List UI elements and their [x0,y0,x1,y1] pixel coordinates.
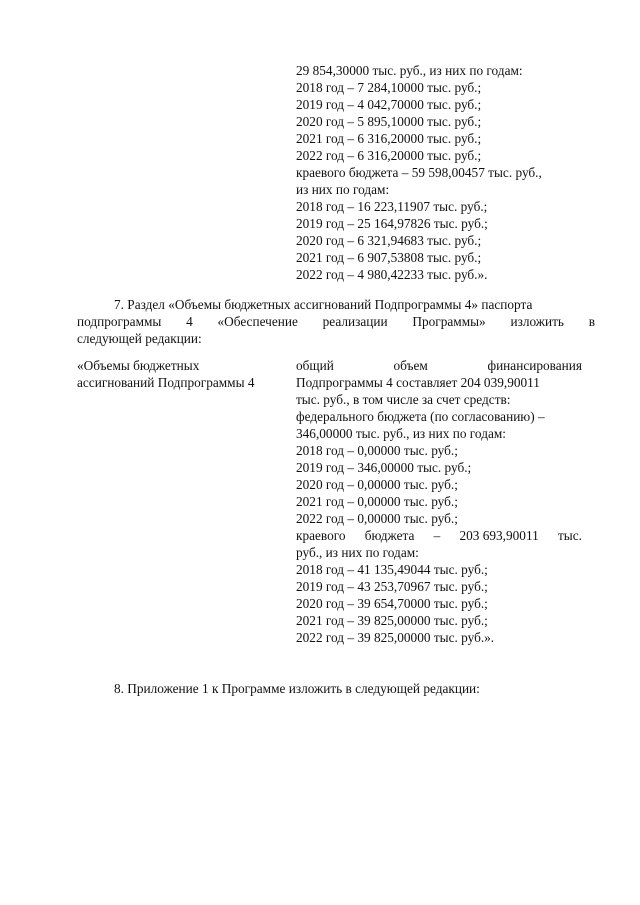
paragraph-7 [77,296,595,347]
text-line: 2020 год – 5 895,10000 тыс. руб.; [296,114,482,129]
text-line: 2021 год – 6 907,53808 тыс. руб.; [296,250,482,265]
word: 203 693,90011 [459,528,539,543]
text-line: 2018 год – 7 284,10000 тыс. руб.; [296,80,482,95]
text-line: 2019 год – 25 164,97826 тыс. руб.; [296,216,488,231]
text-line: 2019 год – 4 042,70000 тыс. руб.; [296,97,482,112]
table-right-line: 2019 год – 43 253,70967 тыс. руб.; [296,579,488,594]
table-left-line: «Объемы бюджетных [77,358,200,373]
table-right-line: 2020 год – 39 654,70000 тыс. руб.; [296,596,488,611]
word: «Обеспечение [217,314,298,329]
word: реализации [322,314,388,329]
text-line: из них по годам: [296,182,390,197]
table-left-cell [77,357,287,391]
table-right-line: 2021 год – 0,00000 тыс. руб.; [296,494,458,509]
word: изложить [510,314,564,329]
word: в [588,314,595,329]
table-right-line: 2018 год – 41 135,49044 тыс. руб.; [296,562,488,577]
text-line: 2022 год – 4 980,42233 тыс. руб.». [296,267,488,282]
text-line: 2021 год – 6 316,20000 тыс. руб.; [296,131,482,146]
word: бюджета [364,528,415,543]
paragraph-8: 8. Приложение 1 к Программе изложить в следующей редакции: [114,681,480,696]
table-right-line: 346,00000 тыс. руб., из них по годам: [296,426,506,441]
word: финансирования [487,358,582,373]
table-right-line: тыс. руб., в том числе за счет средств: [296,392,511,407]
table-right-line-justified [296,527,582,544]
word: – [433,528,441,543]
table-left-line: ассигнований Подпрограммы 4 [77,375,255,390]
table-right-line: 2021 год – 39 825,00000 тыс. руб.; [296,613,488,628]
word: подпрограммы [77,314,162,329]
table-right-line: федерального бюджета (по согласованию) – [296,409,545,424]
text-line: 2022 год – 6 316,20000 тыс. руб.; [296,148,482,163]
paragraph-7-line-2 [77,313,595,330]
table-right-line: 2019 год – 346,00000 тыс. руб.; [296,460,472,475]
table-right-line-justified [296,357,582,374]
word: общий [296,358,334,373]
table-right-line: руб., из них по годам: [296,545,419,560]
text-line: 2020 год – 6 321,94683 тыс. руб.; [296,233,482,248]
funding-continuation-block [296,62,596,283]
text-line: 29 854,30000 тыс. руб., из них по годам: [296,63,523,78]
table-right-line: 2022 год – 0,00000 тыс. руб.; [296,511,458,526]
text-line: 2018 год – 16 223,11907 тыс. руб.; [296,199,488,214]
word: 4 [186,314,193,329]
table-right-line: 2022 год – 39 825,00000 тыс. руб.». [296,630,495,645]
word: объем [393,358,428,373]
table-right-line: 2018 год – 0,00000 тыс. руб.; [296,443,458,458]
word: Программы» [412,314,486,329]
paragraph-7-line-3: следующей редакции: [77,331,202,346]
word: краевого [296,528,346,543]
table-right-line: Подпрограммы 4 составляет 204 039,90011 [296,375,540,390]
table-right-cell [296,357,582,646]
text-line: краевого бюджета – 59 598,00457 тыс. руб., [296,165,542,180]
paragraph-7-line-1: 7. Раздел «Объемы бюджетных ассигнований Подпрограммы 4» паспорта [114,297,533,312]
table-right-line: 2020 год – 0,00000 тыс. руб.; [296,477,458,492]
word: тыс. [558,528,582,543]
